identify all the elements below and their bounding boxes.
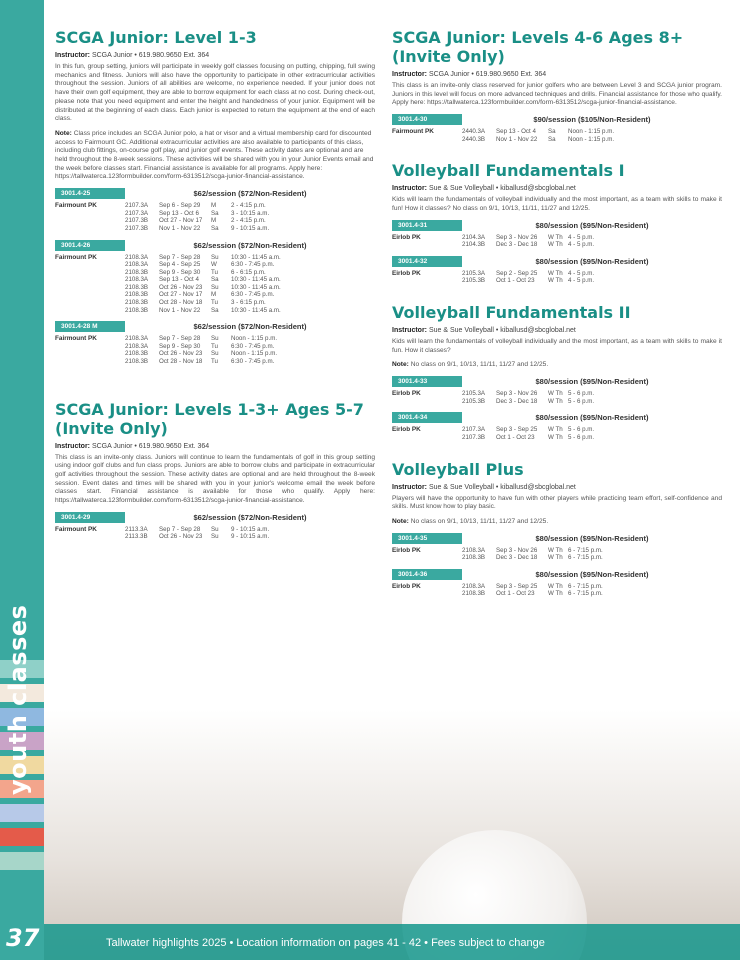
time: 6:30 - 7:45 p.m. (231, 342, 275, 350)
instructor-label: Instructor: (392, 327, 427, 335)
instructor-line (392, 71, 722, 78)
instructor-info: SCGA Junior • 619.980.9650 Ext. 364 (91, 52, 210, 59)
session-location: Fairmount PK (392, 128, 434, 136)
course-code-badge: 3001.4-35 (392, 533, 462, 544)
day: W Th (548, 582, 563, 590)
session-row (125, 217, 375, 225)
session-location: Eirlob PK (392, 390, 421, 398)
session-location: Fairmount PK (55, 525, 97, 533)
date-range: Sep 13 - Oct 6 (159, 209, 199, 217)
course-code-badge: 3001.4-33 (392, 376, 462, 387)
session-header (392, 533, 722, 544)
time: 9 - 10:15 a.m. (231, 533, 270, 541)
session-location: Eirlob PK (392, 269, 421, 277)
session-row (125, 335, 375, 343)
day: Sa (211, 276, 219, 284)
course-code-badge: 3001.4-28 M (55, 321, 125, 332)
time: 6 - 7:15 p.m. (568, 554, 603, 562)
course-number: 2108.3A (125, 261, 149, 269)
instructor-label: Instructor: (392, 185, 427, 193)
course-code-badge: 3001.4-26 (55, 240, 125, 251)
day: W (211, 261, 217, 269)
session-row (462, 234, 722, 242)
session-row (125, 307, 375, 315)
course-number: 2107.3B (125, 217, 149, 225)
time: Noon - 1:15 p.m. (568, 128, 615, 136)
day: W Th (548, 269, 563, 277)
session-row (125, 291, 375, 299)
session-row (125, 210, 375, 218)
course-number: 2440.3A (462, 128, 486, 136)
instructor-info: Sue & Sue Volleyball • kiballusd@sbcglobal.net (428, 483, 576, 491)
course-number: 2108.3B (462, 590, 486, 598)
session-row (462, 277, 722, 285)
time: 6:30 - 7:45 p.m. (231, 358, 275, 366)
date-range: Sep 7 - Sep 28 (159, 335, 201, 343)
section-title: Volleyball Fundamentals II (392, 303, 631, 323)
time: 5 - 6 p.m. (568, 397, 595, 405)
session-row (125, 254, 375, 262)
date-range: Sep 3 - Nov 26 (496, 233, 538, 241)
section-description: Kids will learn the fundamentals of volleyball individually and the most important, as a team with skills to make it fun! How it classes? No class on 9/1, 10/13, 11/11, 11/27 and 12/25. (392, 196, 722, 212)
date-range: Oct 1 - Oct 23 (496, 590, 535, 598)
section-title: Volleyball Fundamentals I (392, 161, 625, 181)
session-row (462, 398, 722, 406)
day: W Th (548, 546, 563, 554)
instructor-info: SCGA Junior • 619.980.9650 Ext. 364 (91, 442, 210, 450)
date-range: Nov 1 - Nov 22 (159, 224, 201, 232)
course-number: 2108.3A (462, 546, 486, 554)
session-table (392, 234, 722, 249)
time: Noon - 1:15 p.m. (568, 135, 615, 143)
session-table (392, 128, 722, 143)
day: Su (211, 283, 219, 291)
instructor-info: Sue & Sue Volleyball • kiballusd@sbcglobal.net (428, 185, 576, 193)
day: Su (211, 533, 219, 541)
course-number: 2108.3A (125, 335, 149, 343)
course-number: 2107.3A (125, 202, 149, 210)
day: W Th (548, 277, 563, 285)
page-number: 37 (6, 924, 40, 952)
session-row (125, 358, 375, 366)
course-number: 2107.3A (462, 426, 486, 434)
day: W Th (548, 397, 563, 405)
session-header (392, 412, 722, 423)
session-row (125, 261, 375, 269)
course-number: 2107.3A (125, 209, 149, 217)
note-text: No class on 9/1, 10/13, 11/11, 11/27 and 12/25. (410, 517, 549, 525)
session-location: Fairmount PK (55, 202, 97, 210)
session-row (125, 269, 375, 277)
date-range: Sep 4 - Sep 25 (159, 261, 201, 269)
course-code-badge: 3001.4-30 (392, 114, 462, 125)
date-range: Oct 26 - Nov 23 (159, 283, 203, 291)
day: M (211, 217, 217, 225)
session-row (462, 136, 722, 144)
session-header (392, 220, 722, 231)
session-row (462, 547, 722, 555)
session-table (392, 547, 722, 562)
section-title: SCGA Junior: Levels 1-3+ Ages 5-7 (Invite Only) (55, 399, 364, 438)
day: Su (211, 350, 219, 358)
time: 10:30 - 11:45 a.m. (231, 253, 281, 261)
day: Sa (211, 306, 219, 314)
session-table (392, 426, 722, 441)
session-location: Eirlob PK (392, 426, 421, 434)
note-label: Note: (392, 361, 409, 369)
time: 6 - 7:15 p.m. (568, 582, 603, 590)
section-note (55, 130, 375, 182)
course-number: 2108.3B (462, 554, 486, 562)
date-range: Oct 27 - Nov 17 (159, 291, 203, 299)
day: W Th (548, 590, 563, 598)
session-groups (392, 220, 722, 285)
session-price: $62/session ($72/Non-Resident) (193, 512, 307, 522)
course-number: 2105.3A (462, 269, 486, 277)
session-row (125, 225, 375, 233)
day: W Th (548, 433, 563, 441)
session-price: $90/session ($105/Non-Resident) (533, 115, 651, 125)
date-range: Oct 1 - Oct 23 (496, 433, 535, 441)
time: 4 - 5 p.m. (568, 241, 595, 249)
date-range: Oct 27 - Nov 17 (159, 217, 203, 225)
course-code-badge: 3001.4-34 (392, 412, 462, 423)
right-column (392, 28, 722, 605)
course-number: 2105.3B (462, 397, 486, 405)
day: Su (211, 335, 219, 343)
time: Noon - 1:15 p.m. (231, 350, 278, 358)
instructor-line (55, 52, 375, 59)
day: Sa (548, 128, 556, 136)
session-groups (55, 188, 375, 366)
date-range: Sep 3 - Sep 25 (496, 582, 538, 590)
course-number: 2104.3B (462, 241, 486, 249)
date-range: Sep 3 - Sep 25 (496, 426, 538, 434)
date-range: Oct 28 - Nov 18 (159, 299, 203, 307)
session-location: Eirlob PK (392, 233, 421, 241)
time: 6 - 7:15 p.m. (568, 590, 603, 598)
session-table (55, 335, 375, 365)
time: 3 - 6:15 p.m. (231, 299, 266, 307)
time: 2 - 4:15 p.m. (231, 217, 266, 225)
date-range: Sep 13 - Oct 4 (159, 276, 199, 284)
time: 6:30 - 7:45 p.m. (231, 261, 275, 269)
section-description: This class is an invite-only class. Juniors will continue to learn the fundamentals of golf in this group setting using indoor golf clubs and fun class props. Juniors are able to borrow clubs and participate in extracurricular golf activities throughout the session. These activity dates are optional and are held throughout the 8-week session. Event dates and times will be shared with you in your junior's welcome email the week before classes start. Financial assistance is available for those who qualify. Apply here: https://tallwaterca.123formbuilder.com/form-6313512/scga-junior-financial-assistance. (55, 453, 375, 505)
section-note (392, 518, 722, 527)
session-header (55, 240, 375, 251)
session-price: $62/session ($72/Non-Resident) (193, 189, 307, 199)
session-row (125, 202, 375, 210)
day: M (211, 291, 217, 299)
course-number: 2108.3B (125, 306, 149, 314)
time: 4 - 5 p.m. (568, 269, 595, 277)
course-number: 2104.3A (462, 233, 486, 241)
session-price: $62/session ($72/Non-Resident) (193, 322, 307, 332)
session-price: $62/session ($72/Non-Resident) (193, 240, 307, 250)
course-code-badge: 3001.4-25 (55, 188, 125, 199)
session-row (125, 533, 375, 541)
session-header (55, 188, 375, 199)
course-number: 2107.3B (125, 224, 149, 232)
section-description: This class is an invite-only class reserved for junior golfers who are between Level 3 and SCGA junior program. Juniors in this level will focus on more advanced techniques and drills. Financial assistance for those who qualify. Apply here: https://tallwaterca.123formbuilder.com/form-6313512/scga-junior-financial-assistance. (392, 82, 722, 107)
session-table (55, 254, 375, 315)
date-range: Oct 1 - Oct 23 (496, 277, 535, 285)
session-row (462, 583, 722, 591)
day: Sa (548, 135, 556, 143)
session-groups (392, 533, 722, 598)
session-table (392, 390, 722, 405)
session-header (55, 321, 375, 332)
date-range: Sep 3 - Nov 26 (496, 390, 538, 398)
volleyball-background (44, 710, 740, 960)
instructor-line (392, 484, 722, 491)
session-row (125, 276, 375, 284)
note-label: Note: (55, 129, 72, 137)
session-groups (55, 512, 375, 541)
time: 10:30 - 11:45 a.m. (231, 276, 281, 284)
course-code-badge: 3001.4-31 (392, 220, 462, 231)
session-row (125, 343, 375, 351)
course-number: 2108.3A (462, 582, 486, 590)
session-location: Fairmount PK (55, 253, 97, 261)
time: 9 - 10:15 a.m. (231, 525, 270, 533)
instructor-label: Instructor: (392, 483, 427, 491)
day: Sa (211, 224, 219, 232)
date-range: Sep 3 - Nov 26 (496, 546, 538, 554)
course-number: 2108.3A (125, 276, 149, 284)
date-range: Sep 6 - Sep 29 (159, 202, 201, 210)
day: Tu (211, 342, 218, 350)
section-title: SCGA Junior: Level 1-3 (55, 28, 257, 47)
session-header (392, 256, 722, 267)
date-range: Sep 7 - Sep 28 (159, 525, 201, 533)
date-range: Sep 13 - Oct 4 (496, 128, 536, 136)
course-number: 2107.3B (462, 433, 486, 441)
course-number: 2113.3A (125, 525, 148, 533)
course-number: 2108.3B (125, 268, 149, 276)
date-range: Nov 1 - Nov 22 (496, 135, 538, 143)
session-price: $80/session ($95/Non-Resident) (535, 533, 649, 543)
instructor-line (392, 327, 722, 334)
session-row (462, 128, 722, 136)
day: Tu (211, 358, 218, 366)
sidebar-label: youth classes (4, 604, 32, 795)
date-range: Dec 3 - Dec 18 (496, 554, 538, 562)
session-header (392, 376, 722, 387)
time: 9 - 10:15 a.m. (231, 224, 270, 232)
course-number: 2105.3B (462, 277, 486, 285)
section-note (392, 361, 722, 370)
session-table (392, 270, 722, 285)
session-row (462, 241, 722, 249)
session-header (392, 114, 722, 125)
day: M (211, 202, 217, 210)
session-price: $80/session ($95/Non-Resident) (535, 256, 649, 266)
instructor-info: Sue & Sue Volleyball • kiballusd@sbcglobal.net (428, 327, 576, 335)
course-number: 2108.3A (125, 253, 149, 261)
session-row (125, 299, 375, 307)
day: Su (211, 253, 219, 261)
day: Tu (211, 299, 218, 307)
session-row (462, 434, 722, 442)
section-volleyball-plus (392, 460, 722, 598)
session-row (462, 390, 722, 398)
instructor-label: Instructor: (392, 71, 427, 78)
day: W Th (548, 554, 563, 562)
date-range: Oct 26 - Nov 23 (159, 350, 203, 358)
session-row (125, 284, 375, 292)
time: 10:30 - 11:45 a.m. (231, 283, 281, 291)
time: 4 - 5 p.m. (568, 233, 595, 241)
instructor-info: SCGA Junior • 619.980.9650 Ext. 364 (428, 71, 547, 78)
instructor-label: Instructor: (55, 442, 90, 450)
session-row (462, 270, 722, 278)
day: Tu (211, 268, 218, 276)
section-volleyball-fundamentals-1 (392, 161, 722, 285)
date-range: Sep 7 - Sep 28 (159, 253, 201, 261)
session-location: Eirlob PK (392, 546, 421, 554)
course-number: 2108.3B (125, 358, 149, 366)
section-description: In this fun, group setting, juniors will participate in weekly golf classes focusing on putting, chipping, full swing mechanics and fitness. Juniors will also have the opportunity to participate in other extracurricular activities throughout the session. Juniors of all abilities are welcome, no experience needed. If your junior does not have their own golf equipment, they are able to borrow equipment for each class at no cost. During check-out, please note that you need equipment and enter the height and handedness of your junior. Equipment will be distributed at the beginning of each class. Each junior is expected to return the equipment at the end of each class. (55, 63, 375, 123)
session-row (125, 350, 375, 358)
day: W Th (548, 426, 563, 434)
session-table (392, 583, 722, 598)
course-number: 2108.3A (125, 342, 149, 350)
date-range: Sep 9 - Sep 30 (159, 268, 201, 276)
time: 6 - 7:15 p.m. (568, 546, 603, 554)
date-range: Nov 1 - Nov 22 (159, 306, 201, 314)
section-title: Volleyball Plus (392, 459, 524, 479)
footer-bar (44, 924, 740, 960)
time: 3 - 10:15 a.m. (231, 209, 270, 217)
course-code-badge: 3001.4-29 (55, 512, 125, 523)
session-table (55, 526, 375, 541)
session-table (55, 202, 375, 232)
course-number: 2108.3B (125, 291, 149, 299)
course-number: 2108.3B (125, 350, 149, 358)
time: 5 - 6 p.m. (568, 433, 595, 441)
day: Su (211, 525, 219, 533)
session-groups (392, 376, 722, 441)
instructor-line (392, 185, 722, 192)
session-price: $80/session ($95/Non-Resident) (535, 377, 649, 387)
day: Sa (211, 209, 219, 217)
session-header (392, 569, 722, 580)
footer-text: Tallwater highlights 2025 • Location information on pages 41 - 42 • Fees subject to change (106, 937, 545, 949)
instructor-line (55, 443, 375, 450)
session-price: $80/session ($95/Non-Resident) (535, 220, 649, 230)
note-text: Class price includes an SCGA Junior polo, a hat or visor and a virtual membership card for discounted access to Fairmount GC. Additional extracurricular activities are also available to participants of this class, including club fittings, on-course golf play, and junior golf events. These activity dates are optional and are held throughout the 8-week sessions. These activities will be shared with you in your Junior Events email and the week before classes start. Financial assistance is available for all programs. Apply here: https://tallwaterca.123formbuilder.com/form-6313512/scga-junior-financial-assistance. (55, 129, 374, 181)
course-number: 2108.3B (125, 283, 149, 291)
course-number: 2105.3A (462, 390, 486, 398)
section-title: SCGA Junior: Levels 4-6 Ages 8+ (Invite Only) (392, 28, 684, 66)
time: 10:30 - 11:45 a.m. (231, 306, 281, 314)
left-column (55, 28, 375, 548)
instructor-label: Instructor: (55, 52, 90, 59)
course-code-badge: 3001.4-36 (392, 569, 462, 580)
note-label: Note: (392, 517, 409, 525)
time: 6 - 6:15 p.m. (231, 268, 266, 276)
session-header (55, 512, 375, 523)
note-text: No class on 9/1, 10/13, 11/11, 11/27 and 12/25. (410, 361, 549, 369)
day: W Th (548, 390, 563, 398)
sidebar (0, 0, 44, 960)
session-row (125, 526, 375, 534)
course-number: 2108.3B (125, 299, 149, 307)
day: W Th (548, 241, 563, 249)
session-location: Eirlob PK (392, 582, 421, 590)
session-row (462, 426, 722, 434)
date-range: Sep 2 - Sep 25 (496, 269, 538, 277)
date-range: Oct 28 - Nov 18 (159, 358, 203, 366)
course-code-badge: 3001.4-32 (392, 256, 462, 267)
section-description: Players will have the opportunity to have fun with other players while practicing team effort, self-confidence and skills. Must know how to play basic. (392, 494, 722, 511)
course-number: 2113.3B (125, 533, 148, 541)
date-range: Dec 3 - Dec 18 (496, 397, 538, 405)
session-groups (392, 114, 722, 143)
date-range: Sep 9 - Sep 30 (159, 342, 201, 350)
course-number: 2440.3B (462, 135, 486, 143)
section-description: Kids will learn the fundamentals of volleyball individually and the most important, as a team with skills to make it fun. How it classes? (392, 338, 722, 354)
session-row (462, 554, 722, 562)
time: 4 - 5 p.m. (568, 277, 595, 285)
session-price: $80/session ($95/Non-Resident) (535, 569, 649, 579)
session-price: $80/session ($95/Non-Resident) (535, 413, 649, 423)
time: 5 - 6 p.m. (568, 426, 595, 434)
date-range: Oct 26 - Nov 23 (159, 533, 203, 541)
time: 2 - 4:15 p.m. (231, 202, 266, 210)
day: W Th (548, 233, 563, 241)
section-scga-junior-1-3-plus (55, 400, 375, 541)
date-range: Dec 3 - Dec 18 (496, 241, 538, 249)
session-location: Fairmount PK (55, 335, 97, 343)
time: Noon - 1:15 p.m. (231, 335, 278, 343)
section-volleyball-fundamentals-2 (392, 303, 722, 441)
time: 5 - 6 p.m. (568, 390, 595, 398)
section-scga-junior-4-6 (392, 28, 722, 143)
time: 6:30 - 7:45 p.m. (231, 291, 275, 299)
session-row (462, 590, 722, 598)
section-scga-junior-1-3 (55, 28, 375, 366)
